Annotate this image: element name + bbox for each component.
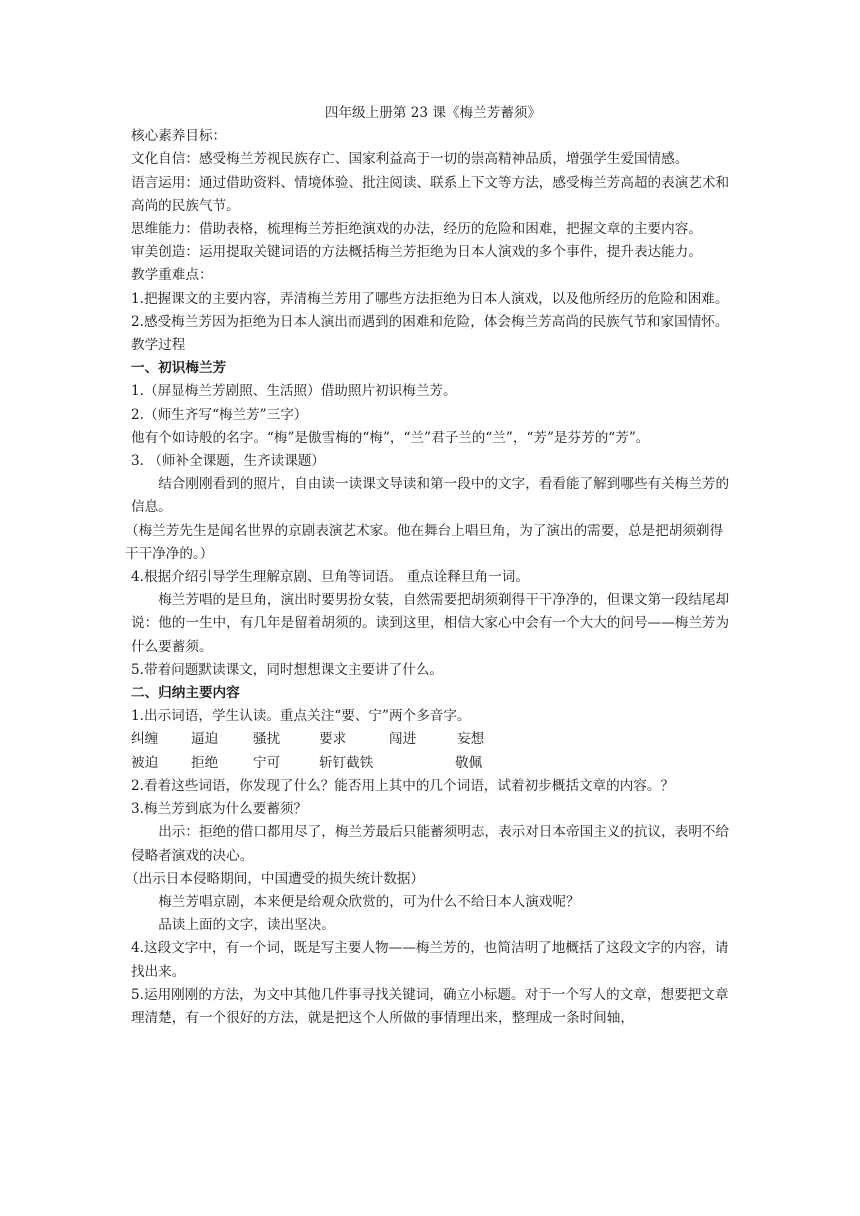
word: 敬佩 (455, 754, 483, 771)
section-2-item-3: 3.梅兰芳到底为什么要蓄须？ (131, 801, 308, 818)
section-2-heading: 二、归纳主要内容 (131, 685, 240, 702)
section-1-paragraph-2: 梅兰芳唱的是旦角，演出时要男扮女装，自然需要把胡须剃得干干净净的，但课文第一段结尾却说：他的一生中，有几年是留着胡须的。读到这里，相信大家心中会有一个大大的问号——梅兰芳为什么要蓄须。 (131, 592, 730, 655)
word: 纠缠 (131, 731, 159, 748)
section-2-item-5: 5.运用刚刚的方法，为文中其他几件事寻找关键词，确立小标题。对于一个写人的文章，想要把文章理清楚，有一个很好的方法，就是把这个人所做的事情理出来，整理成一条时间轴， (131, 986, 729, 1026)
section-2-item-2: 2.看着这些词语，你发现了什么？能否用上其中的几个词语，试着初步概括文章的内容。？ (131, 777, 675, 794)
section-2-question: 梅兰芳唱京剧，本来便是给观众欣赏的，可为什么不给日本人演戏呢？ (158, 893, 580, 910)
word: 逼迫 (191, 731, 219, 748)
section-1-item-3: 3. （师补全课题，生齐读课题） (131, 453, 326, 470)
word-list-row-2 (131, 752, 735, 775)
section-1-quote: （梅兰芳先生是闻名世界的京剧表演艺术家。他在舞台上唱旦角，为了演出的需要，总是把胡须剃得干干净净的。） (125, 522, 724, 562)
word: 被迫 (131, 754, 159, 771)
key-point-1: 1.把握课文的主要内容，弄清梅兰芳用了哪些方法拒绝为日本人演戏，以及他所经历的危险和困难。 (131, 290, 729, 307)
section-1-item-5: 5.带着问题默读课文，同时想想课文主要讲了什么。 (131, 661, 444, 678)
goal-aesthetic: 审美创造：运用提取关键词语的方法概括梅兰芳拒绝为日本人演戏的多个事件，提升表达能力。 (131, 244, 702, 261)
goal-thinking: 思维能力：借助表格，梳理梅兰芳拒绝演戏的办法，经历的危险和困难，把握文章的主要内容。 (131, 221, 702, 238)
section-2-read: 品读上面的文字，读出坚决。 (158, 917, 335, 934)
key-point-2: 2.感受梅兰芳因为拒绝为日本人演出而遇到的困难和危险，体会梅兰芳高尚的民族气节和家国情怀。 (131, 313, 729, 330)
section-1-item-4: 4.根据介绍引导学生理解京剧、旦角等词语。 重点诠释旦角一词。 (131, 569, 529, 586)
document-body (125, 102, 735, 1030)
word: 骚扰 (253, 731, 281, 748)
section-2-item-1: 1.出示词语，学生认读。重点关注“要、宁”两个多音字。 (131, 708, 471, 725)
section-1-paragraph-1: 结合刚刚看到的照片，自由读一读课文导读和第一段中的文字，看看能了解到哪些有关梅兰芳的信息。 (131, 476, 730, 516)
word-list-row-1 (131, 728, 735, 751)
section-2-item-4: 4.这段文字中，有一个词，既是写主要人物——梅兰芳的，也简洁明了地概括了这段文字的内容，请找出来。 (131, 940, 729, 980)
word: 拒绝 (191, 754, 219, 771)
section-1-item-2: 2.（师生齐写“梅兰芳”三字） (131, 406, 308, 423)
process-heading: 教学过程 (131, 337, 186, 354)
word: 要求 (319, 731, 347, 748)
word: 妄想 (457, 731, 485, 748)
goal-language: 语言运用：通过借助资料、情境体验、批注阅读、联系上下文等方法，感受梅兰芳高超的表演艺术和高尚的民族气节。 (131, 174, 730, 214)
goal-culture: 文化自信：感受梅兰芳视民族存亡、国家利益高于一切的崇高精神品质，增强学生爱国情感。 (131, 151, 689, 168)
core-goals-heading: 核心素养目标： (131, 128, 227, 145)
section-2-show: 出示：拒绝的借口都用尽了，梅兰芳最后只能蓄须明志，表示对日本帝国主义的抗议，表明不给侵略者演戏的决心。 (131, 824, 730, 864)
key-points-heading: 教学重难点： (131, 267, 213, 284)
section-1-item-1: 1.（屏显梅兰芳剧照、生活照）借助照片初识梅兰芳。 (131, 383, 457, 400)
page-title: 四年级上册第 23 课《梅兰芳蓄须》 (324, 105, 542, 121)
word: 宁可 (253, 754, 281, 771)
section-1-heading: 一、初识梅兰芳 (131, 360, 227, 377)
word: 斩钉截铁 (319, 754, 374, 771)
name-note: 他有个如诗般的名字。“梅”是傲雪梅的“梅”，“兰”君子兰的“兰”，“芳”是芬芳的“芳”。 (131, 429, 650, 446)
section-2-data-note: （出示日本侵略期间，中国遭受的损失统计数据） (125, 870, 425, 887)
word: 闯进 (389, 731, 417, 748)
